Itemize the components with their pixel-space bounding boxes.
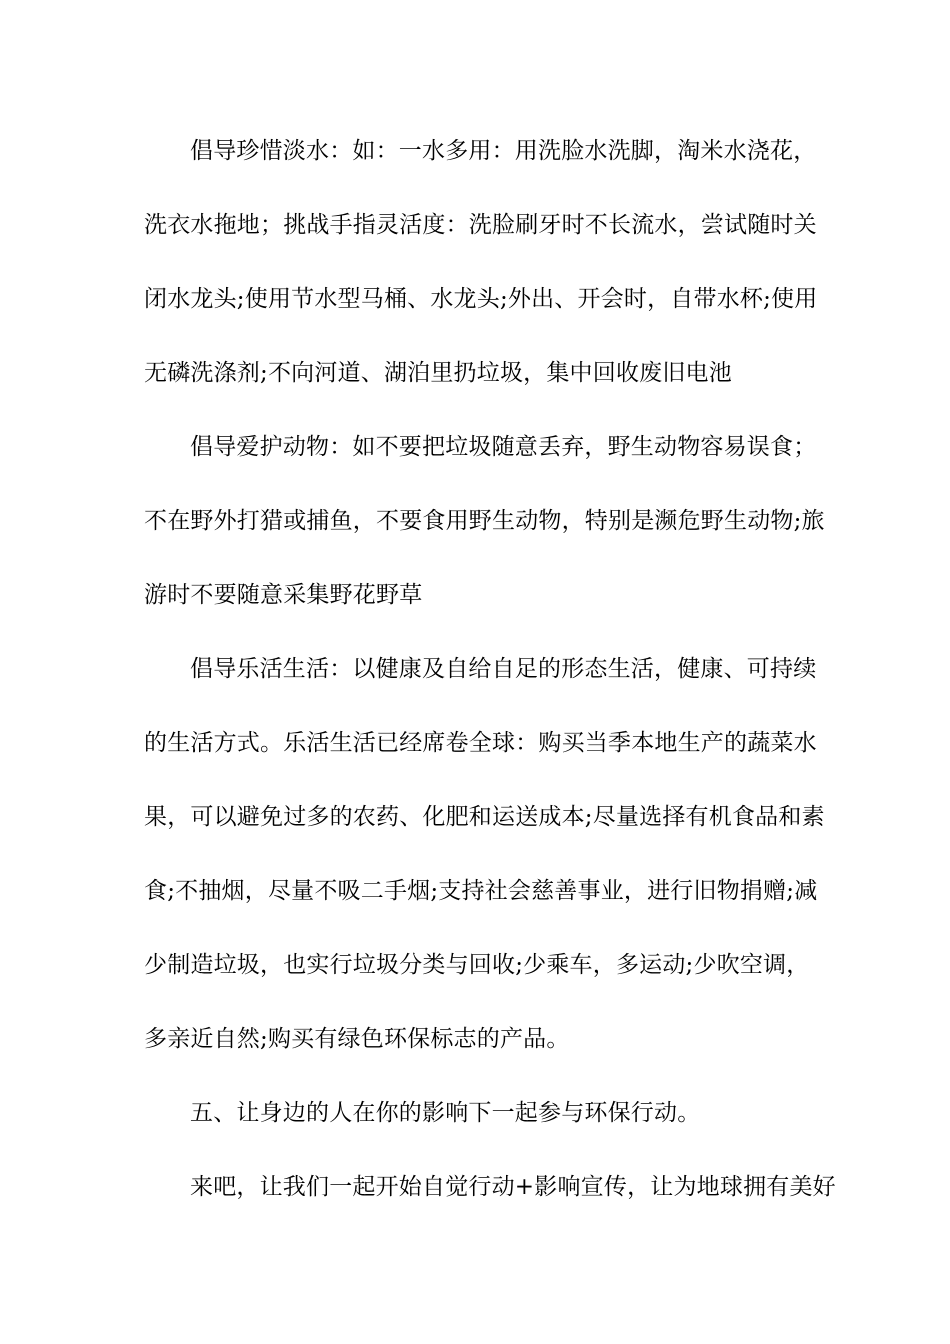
text-line: 食;不抽烟，尽量不吸二手烟;支持社会慈善事业，进行旧物捐赠;减 [144,878,818,904]
text-line: 多亲近自然;购买有绿色环保标志的产品。 [144,1026,570,1052]
text-line: 来吧，让我们一起开始自觉行动+影响宣传，让为地球拥有美好 [190,1174,836,1200]
paragraph-protect-animals [144,410,825,632]
text-line: 不在野外打猎或捕鱼，不要食用野生动物，特别是濒危野生动物;旅 [144,508,825,534]
text-line: 的生活方式。乐活生活已经席卷全球：购买当季本地生产的蔬菜水 [144,730,817,756]
text-line: 无磷洗涤剂;不向河道、湖泊里扔垃圾，集中回收废旧电池 [144,360,732,386]
paragraph-save-water [144,114,818,410]
text-line: 倡导乐活生活：以健康及自给自足的形态生活，健康、可持续 [190,656,817,682]
text-line: 倡导珍惜淡水：如：一水多用：用洗脸水洗脚，淘米水浇花， [190,138,817,164]
text-line: 闭水龙头;使用节水型马桶、水龙头;外出、开会时，自带水杯;使用 [144,286,818,312]
paragraph-lohas-living [144,632,825,1076]
text-line: 五、让身边的人在你的影响下一起参与环保行动。 [190,1100,701,1126]
text-line: 游时不要随意采集野花野草 [144,582,423,608]
section-heading-five [144,1076,810,1150]
text-line: 洗衣水拖地；挑战手指灵活度：洗脸刷牙时不长流水，尝试随时关 [144,212,817,238]
text-line: 少制造垃圾，也实行垃圾分类与回收;少乘车，多运动;少吹空调， [144,952,810,978]
paragraph-call-to-action [144,1150,836,1224]
text-line: 果，可以避免过多的农药、化肥和运送成本;尽量选择有机食品和素 [144,804,825,830]
text-line: 倡导爱护动物：如不要把垃圾随意丢弃，野生动物容易误食； [190,434,817,460]
